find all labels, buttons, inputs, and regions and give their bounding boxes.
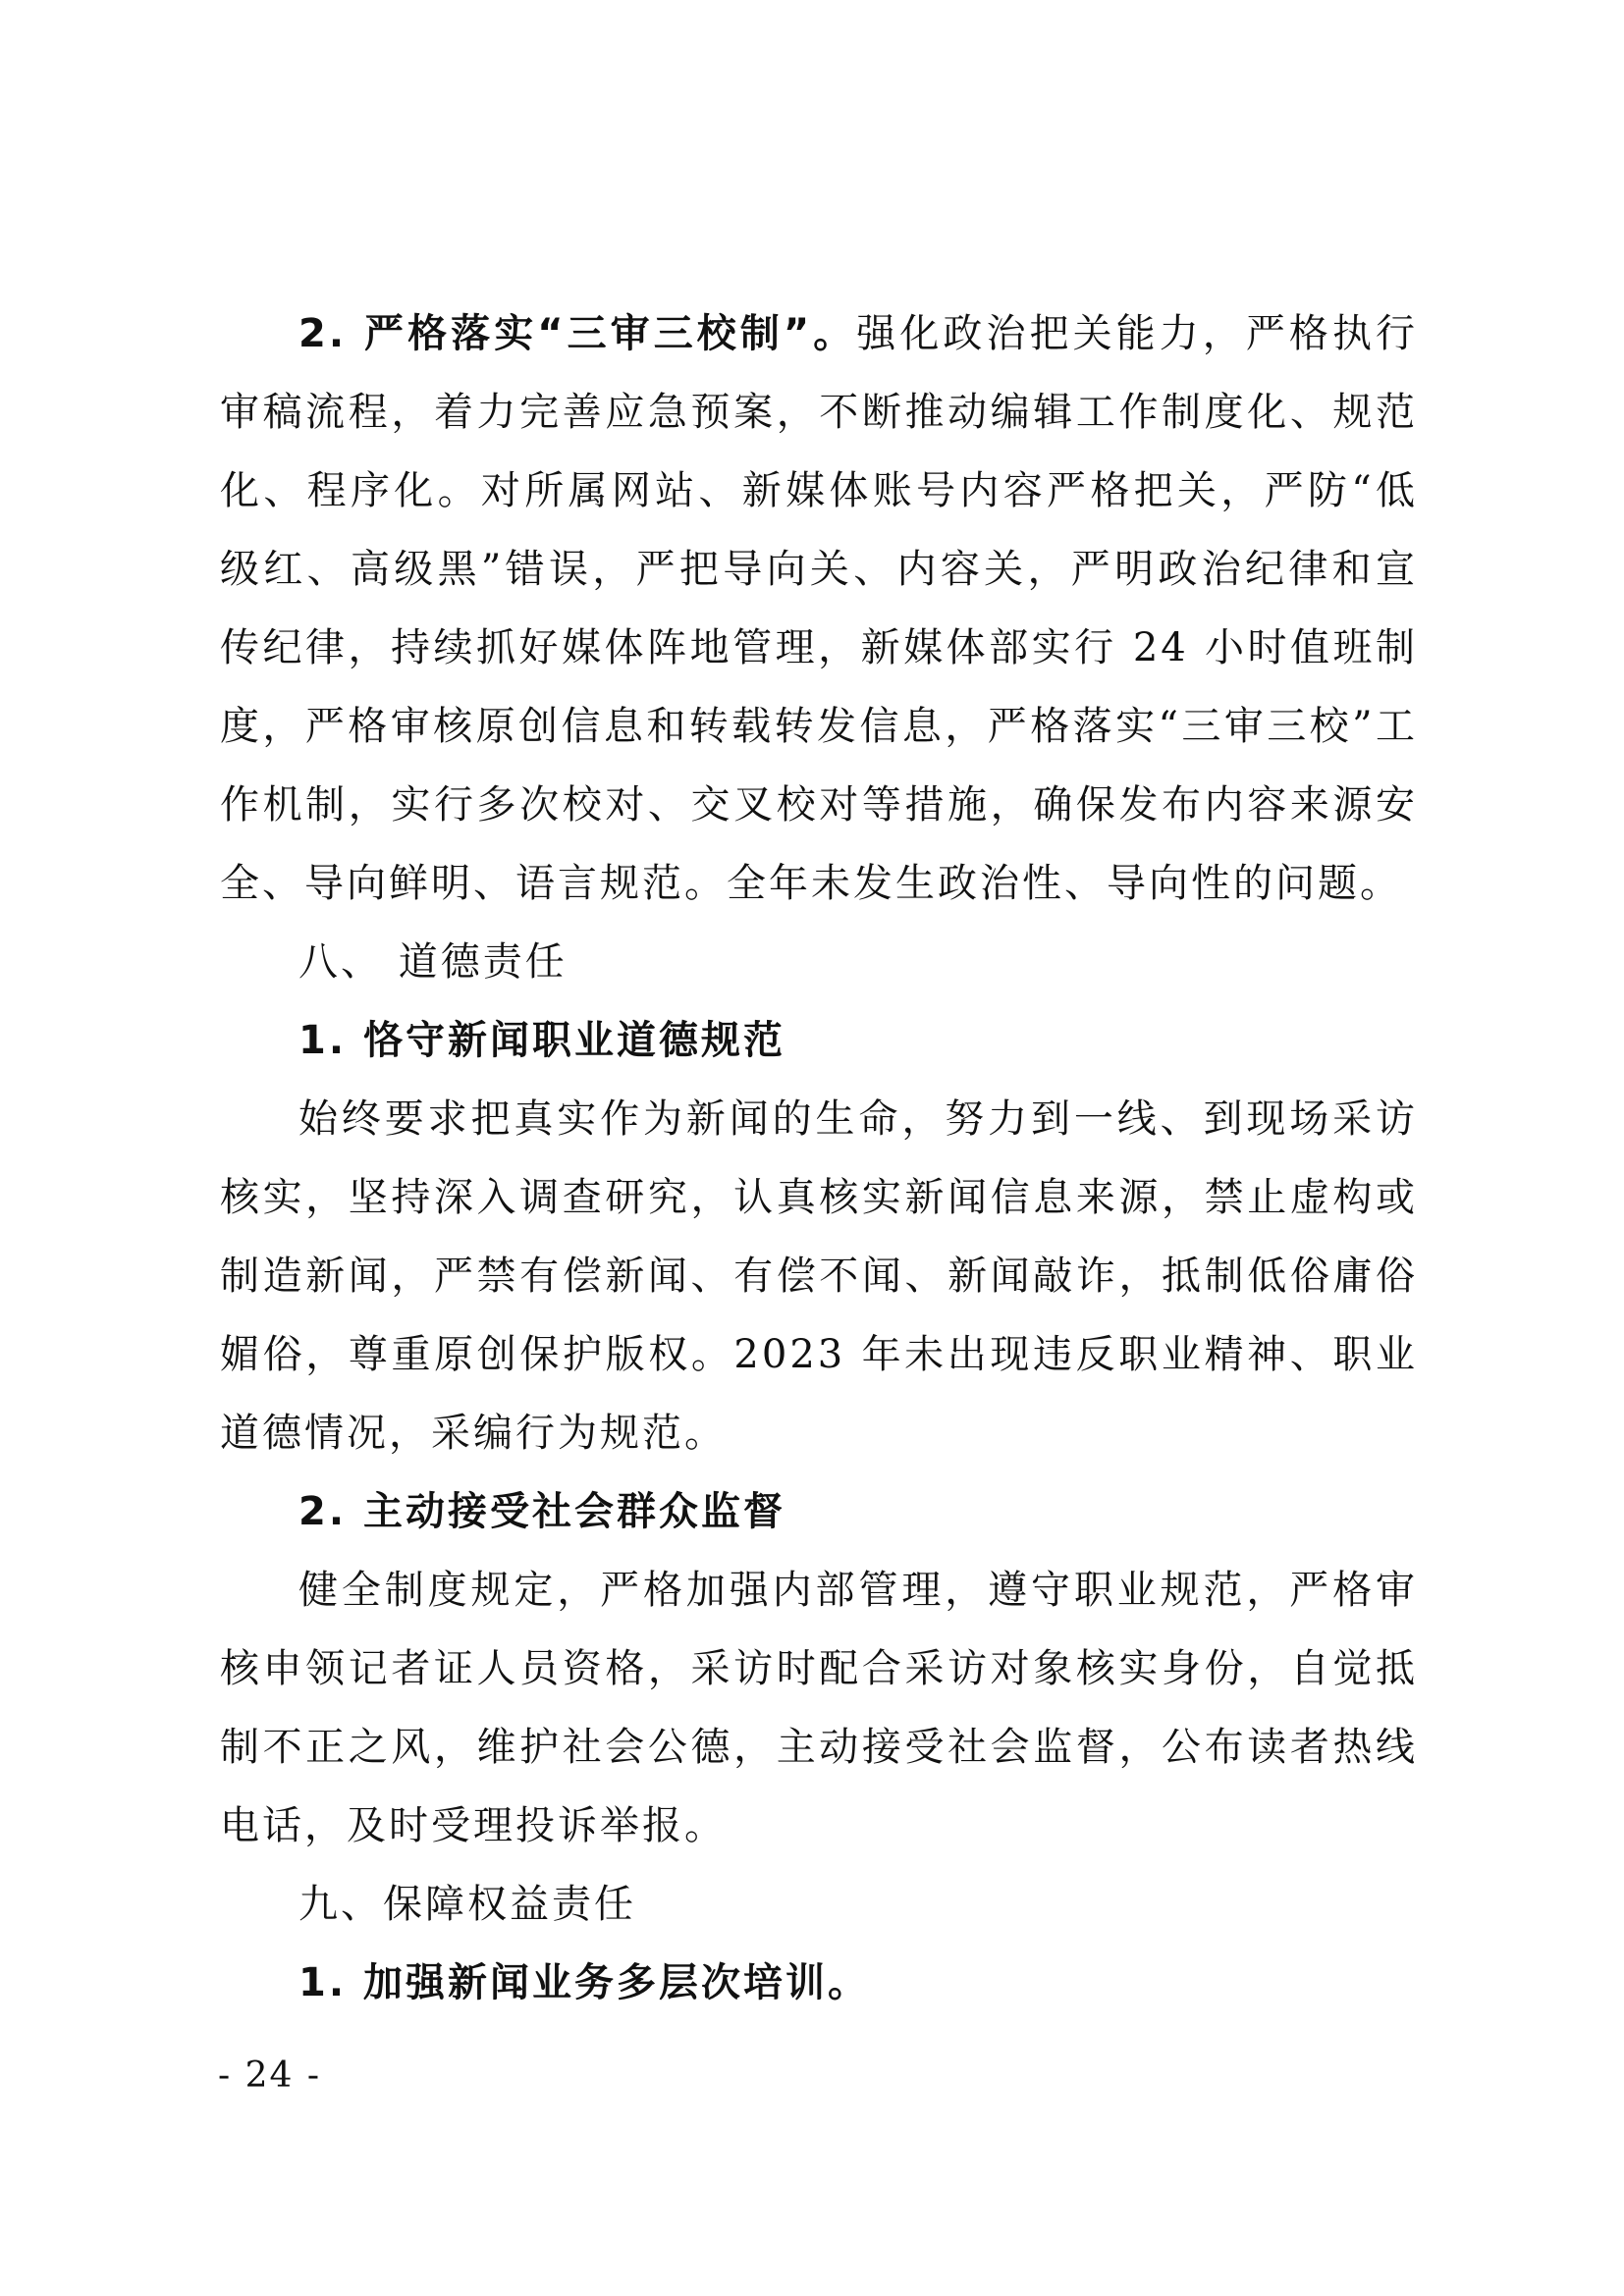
subheading-journalism-ethics: 1. 恪守新闻职业道德规范 — [298, 1018, 785, 1063]
subheading-public-supervision: 2. 主动接受社会群众监督 — [298, 1489, 785, 1534]
section-heading-rights: 九、保障权益责任 — [298, 1882, 636, 1927]
paragraph-text: 强化政治把关能力，严格执行审稿流程，着力完善应急预案，不断推动编辑工作制度化、规范化、程序化。对所属网站、新媒体账号内容严格把关，严防“低级红、高级黑”错误，严把导向关、内容关，严明政治纪律和宣传纪律，持续抓好媒体阵地管理，新媒体部实行 24 小时值班制度，严格审核原创信息和转载转发信息，严格落实“三审三校”工作机制，实行多次校对、交叉校对等措施，确保发布内容来源安全、导向鲜明、语言规范。全年未发生政治性、导向性的问题。 — [220, 311, 1419, 906]
section-heading-ethics: 八、 道德责任 — [298, 939, 568, 985]
paragraph-three-review-system — [220, 294, 1418, 923]
paragraph-public-supervision: 健全制度规定，严格加强内部管理，遵守职业规范，严格审核申领记者证人员资格，采访时配合采访对象核实身份，自觉抵制不正之风，维护社会公德，主动接受社会监督，公布读者热线电话，及时受理投诉举报。 — [220, 1568, 1418, 1848]
paragraph-journalism-ethics: 始终要求把真实作为新闻的生命，努力到一线、到现场采访核实，坚持深入调查研究，认真核实新闻信息来源，禁止虚构或制造新闻，严禁有偿新闻、有偿不闻、新闻敲诈，抵制低俗庸俗媚俗，尊重原创保护版权。2023 年未出现违反职业精神、职业道德情况，采编行为规范。 — [220, 1096, 1418, 1456]
paragraph-lead-heading: 2. 严格落实“三审三校制”。 — [298, 311, 857, 356]
page-number: - 24 - — [218, 2056, 322, 2096]
subheading-training: 1. 加强新闻业务多层次培训。 — [298, 1960, 870, 2005]
document-body — [220, 294, 1418, 2022]
